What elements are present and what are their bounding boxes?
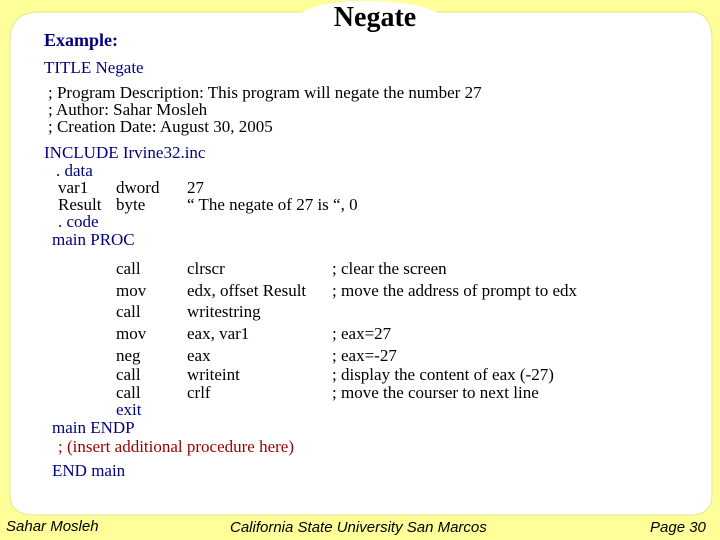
var1-value: 27 (187, 178, 204, 197)
var1-name: var1 (58, 178, 89, 197)
instruction-comment: ; eax=27 (332, 324, 392, 343)
instruction-args: writeint (187, 365, 240, 384)
instruction-comment: ; move the courser to next line (332, 383, 539, 402)
instruction-op: call (116, 383, 141, 402)
code-insert-comment: ; (insert additional procedure here) (58, 437, 295, 456)
slide-title: Negate (333, 2, 417, 33)
code-include-line: INCLUDE Irvine32.inc (44, 143, 206, 162)
example-label: Example: (44, 30, 118, 50)
instruction-op: mov (116, 281, 147, 300)
instruction-args: eax, var1 (187, 324, 250, 343)
instruction-op: call (116, 365, 141, 384)
code-date-comment: ; Creation Date: August 30, 2005 (48, 117, 273, 136)
code-data-directive: . data (56, 161, 93, 180)
instruction-args: crlf (187, 383, 211, 402)
var1-type: dword (116, 178, 160, 197)
code-description-comment: ; Program Description: This program will negate the number 27 (48, 83, 482, 102)
instruction-op: neg (116, 346, 141, 365)
footer-university: California State University San Marcos (230, 519, 487, 536)
code-title-line: TITLE Negate (44, 58, 144, 77)
instruction-args: clrscr (187, 259, 225, 278)
footer-author: Sahar Mosleh (6, 518, 99, 535)
instruction-op: exit (116, 400, 142, 419)
instruction-comment: ; clear the screen (332, 259, 447, 278)
result-value: “ The negate of 27 is “, 0 (187, 195, 358, 214)
code-author-comment: ; Author: Sahar Mosleh (48, 100, 208, 119)
instruction-args: edx, offset Result (187, 281, 307, 300)
instruction-args: writestring (187, 302, 261, 321)
result-name: Result (58, 195, 102, 214)
instruction-op: mov (116, 324, 147, 343)
instruction-args: eax (187, 346, 211, 365)
instruction-comment: ; display the content of eax (-27) (332, 365, 554, 384)
result-type: byte (116, 195, 146, 214)
code-main-proc: main PROC (52, 230, 135, 249)
code-end-main: END main (52, 461, 126, 480)
code-code-directive: . code (58, 212, 99, 231)
instruction-op: call (116, 259, 141, 278)
instruction-op: call (116, 302, 141, 321)
instruction-comment: ; move the address of prompt to edx (332, 281, 578, 300)
instruction-comment: ; eax=-27 (332, 346, 397, 365)
footer-page-number: Page 30 (650, 519, 706, 536)
code-main-endp: main ENDP (52, 418, 135, 437)
